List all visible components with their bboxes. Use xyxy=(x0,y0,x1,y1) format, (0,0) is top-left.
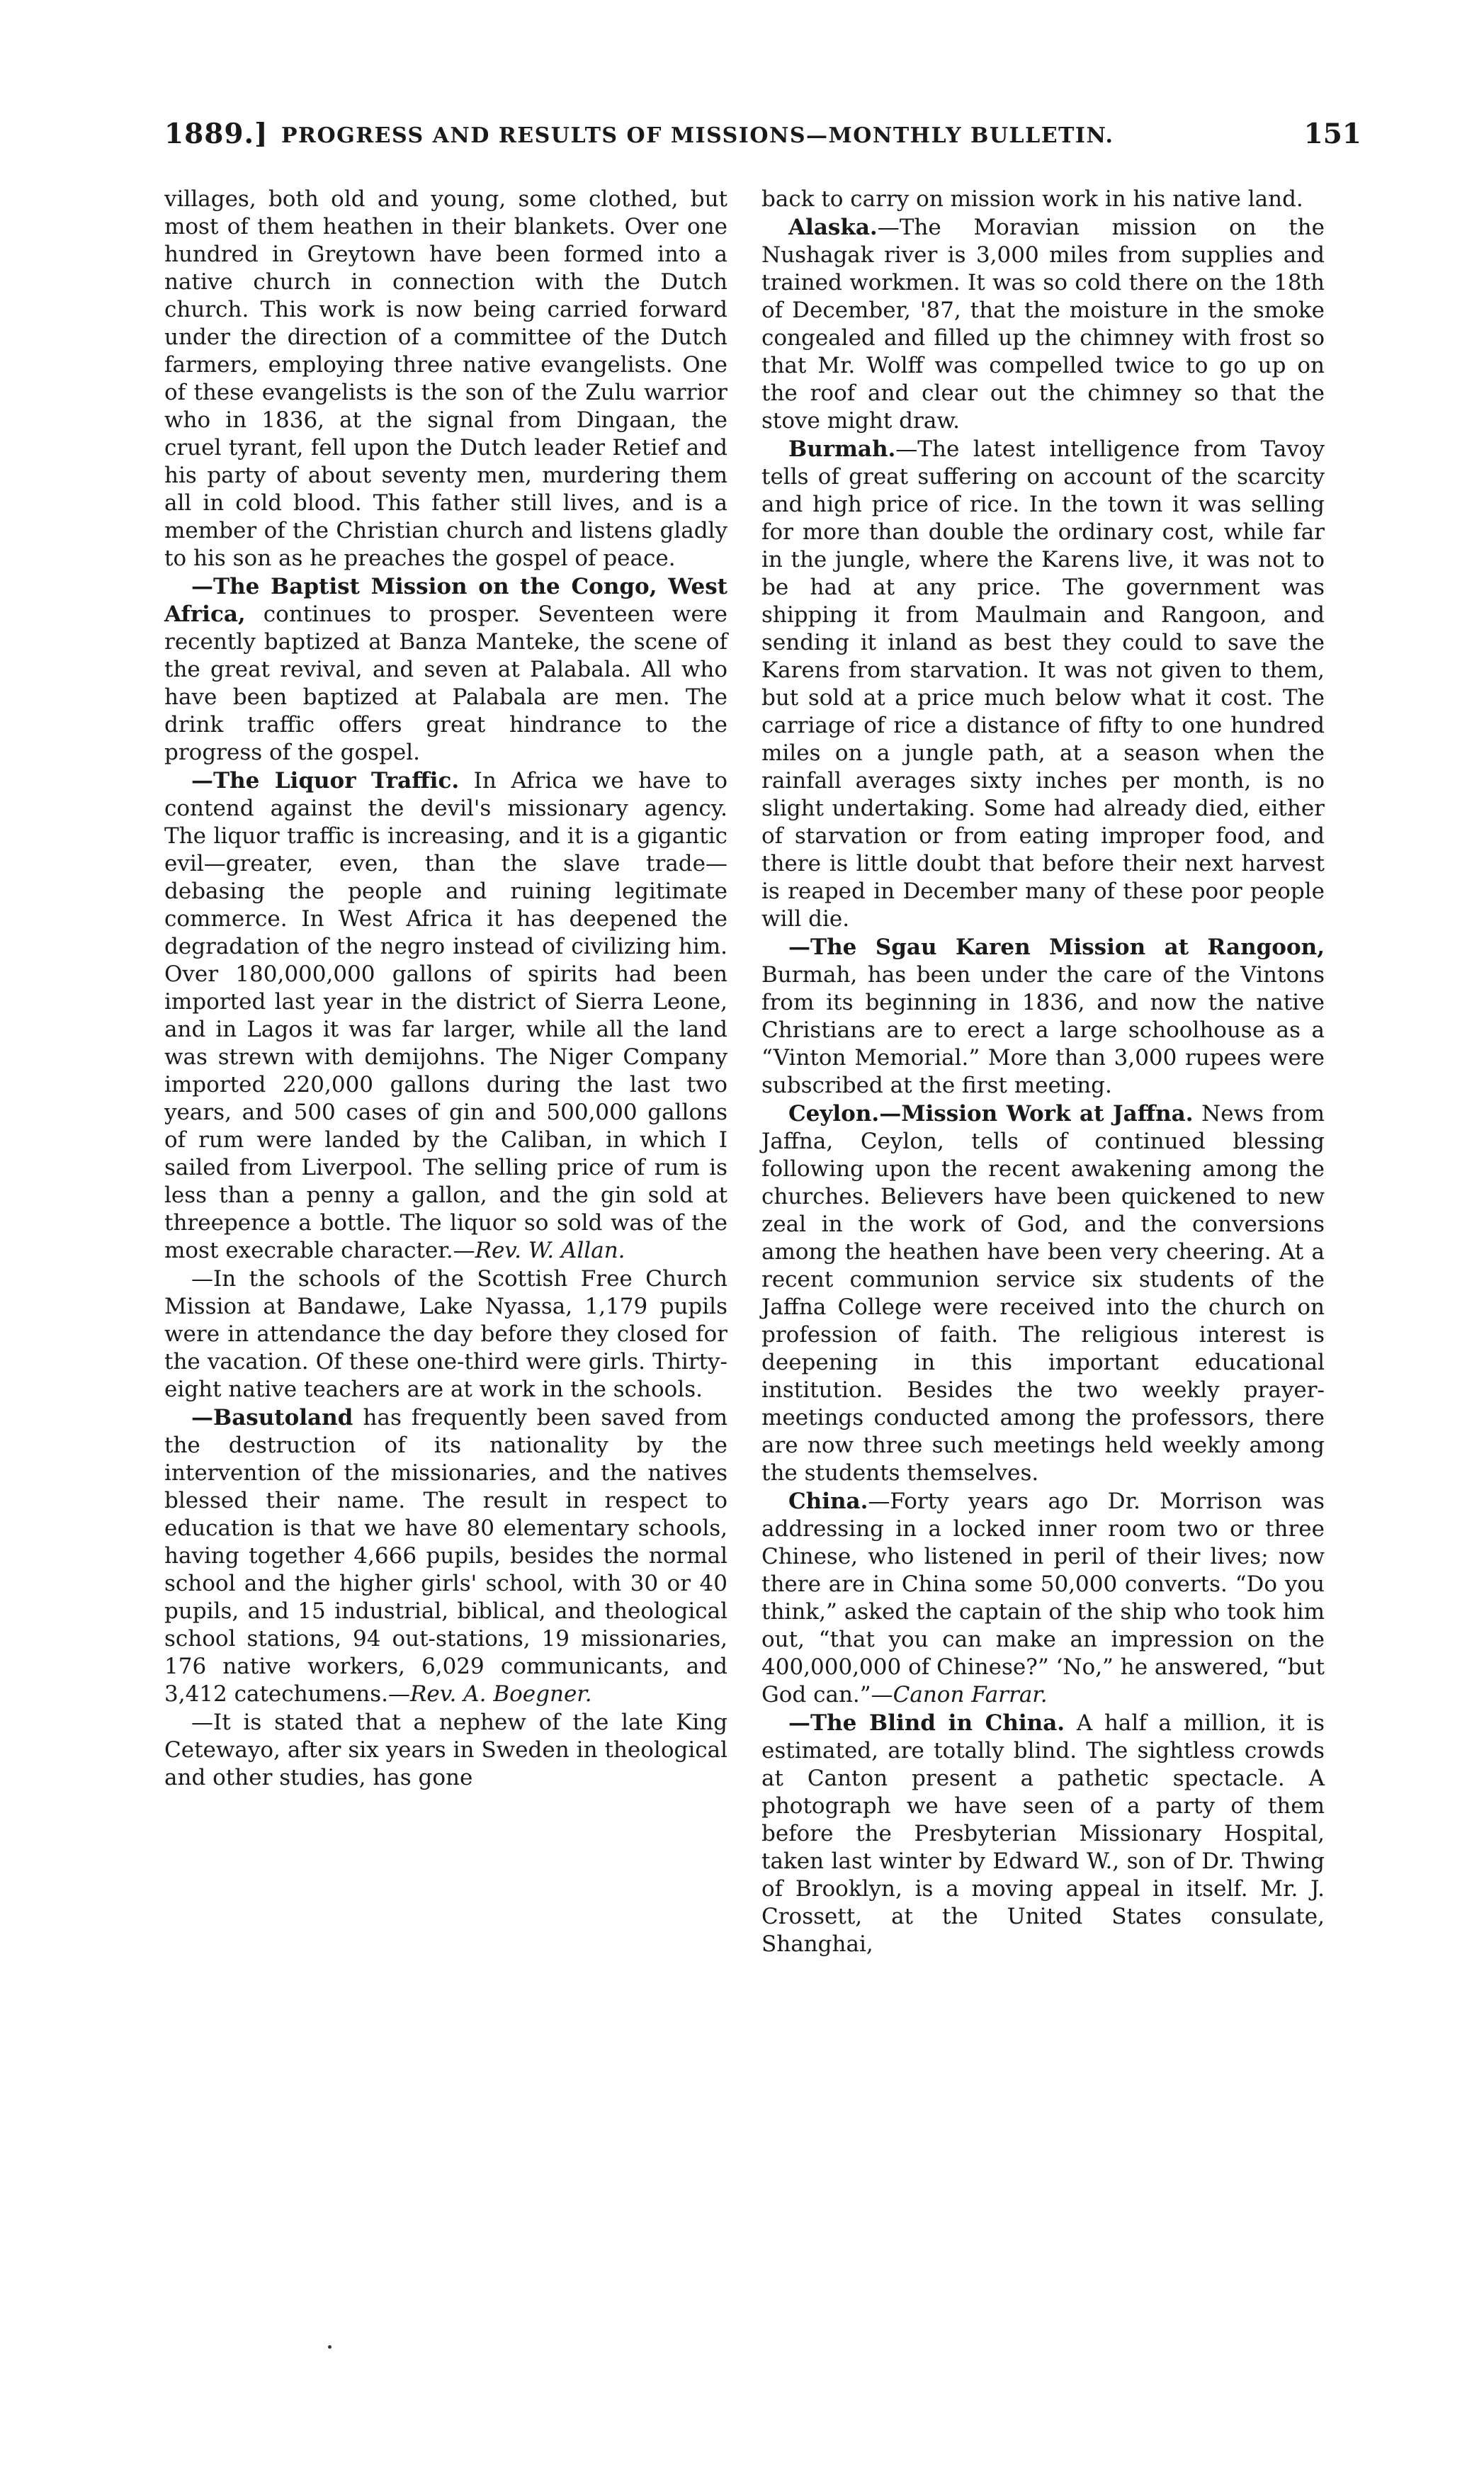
paragraph-lead: China. xyxy=(788,1489,868,1514)
paragraph-nyassa xyxy=(164,1265,727,1404)
paragraph-continued xyxy=(761,186,1325,213)
paragraph-text: villages, both old and young, some clothed, but most of them heathen in their blankets. Over one hundred in Greytown have been formed into a native church in connection with the Dutch church. This work is now being carried forward under the direction of a committee of the Dutch farmers, employing three native evangelists. One of these evangelists is the son of the Zulu warrior who in 1836, at the signal from Dingaan, the cruel tyrant, fell upon the Dutch leader Retief and his party of about seventy men, murdering them all in cold blood. This father still lives, and is a member of the Christian church and listens gladly to his son as he preaches the gospel of peace. xyxy=(164,186,727,571)
paragraph-signature: —Canon Farrar. xyxy=(871,1682,1048,1708)
paragraph-liquor-traffic xyxy=(164,767,727,1265)
paragraph-blind-in-china xyxy=(761,1710,1325,1958)
paragraph-text: continues to prosper. Seventeen were recently baptized at Banza Manteke, the scene of the great revival, and seven at Palabala. All who have been baptized at Palabala are men. The drink traffic offers great hindrance to the progress of the gospel. xyxy=(164,602,727,765)
paragraph-lead: —Basutoland xyxy=(191,1405,353,1430)
paragraph-text: News from Jaffna, Ceylon, tells of continued blessing following upon the recent awakening among the churches. Believers have been quickened to new zeal in the work of God, and the conversions among the heathen have been very cheering. At a recent communion service six students of the Jaffna College were received into the church on profession of faith. The religious interest is deepening in this important educational institution. Besides the two weekly prayer-meetings conducted among the professors, there are now three such meetings held weekly among the students themselves. xyxy=(761,1101,1325,1486)
right-column xyxy=(761,186,1325,1959)
paragraph-burmah xyxy=(761,436,1325,933)
paragraph-lead: Alaska. xyxy=(788,215,878,240)
paragraph-text: back to carry on mission work in his native land. xyxy=(761,186,1303,212)
page-header xyxy=(164,118,1361,167)
paragraph-text: —Forty years ago Dr. Morrison was addressing in a locked inner room two or three Chinese, who listened in peril of their lives; now there are in China some 50,000 converts. “Do you think,” asked the captain of the ship who took him out, “that you can make an impression on the 400,000,000 of Chinese?” ‘No,” he answered, “but God can.” xyxy=(761,1489,1325,1708)
paragraph-basutoland xyxy=(164,1404,727,1708)
paragraph-text: —In the schools of the Scottish Free Church Mission at Bandawe, Lake Nyassa, 1,179 pupils were in attendance the day before they closed for the vacation. Of these one-third were girls. Thirty-eight native teachers are at work in the schools. xyxy=(164,1266,727,1402)
paragraph-greytown xyxy=(164,186,727,572)
paragraph-text: A half a million, it is estimated, are totally blind. The sightless crowds at Canton present a pathetic spectacle. A photograph we have seen of a party of them before the Presbyterian Missionary Hospital, taken last winter by Edward W., son of Dr. Thwing of Brooklyn, is a moving appeal in itself. Mr. J. Crossett, at the United States consulate, Shanghai, xyxy=(761,1710,1325,1957)
paragraph-sublead: —Mission Work at Jaffna. xyxy=(879,1101,1194,1127)
paragraph-signature: —Rev. A. Boegner. xyxy=(388,1681,592,1707)
left-column xyxy=(164,186,727,1793)
paragraph-signature: —Rev. W. Allan. xyxy=(453,1238,625,1263)
paragraph-ceylon xyxy=(761,1100,1325,1487)
header-year: 1889.] xyxy=(164,118,268,150)
paragraph-text: In Africa we have to contend against the devil's missionary agency. The liquor traffic is increasing, and it is a gigantic evil—greater, even, than the slave trade—debasing the people and ruining legitimate commerce. In West Africa it has deepened the degradation of the negro instead of civilizing him. Over 180,000,000 gallons of spirits had been imported last year in the district of Sierra Leone, and in Lagos it was far larger, while all the land was strewn with demijohns. The Niger Company imported 220,000 gallons during the last two years, and 500 cases of gin and 500,000 gallons of rum were landed by the Caliban, in which I sailed from Liverpool. The selling price of rum is less than a penny a gallon, and the gin sold at threepence a bottle. The liquor so sold was of the most execrable character. xyxy=(164,768,727,1263)
paragraph-congo xyxy=(164,573,727,767)
running-title: PROGRESS AND RESULTS OF MISSIONS—MONTHLY BULLETIN. xyxy=(281,123,1114,148)
paragraph-china xyxy=(761,1488,1325,1709)
print-speck xyxy=(328,2345,332,2349)
paragraph-sgau-karen xyxy=(761,934,1325,1100)
paragraph-text: —It is stated that a nephew of the late King Cetewayo, after six years in Sweden in theological and other studies, has gone xyxy=(164,1710,727,1790)
paragraph-text: has frequently been saved from the destruction of its nationality by the intervention of the missionaries, and the natives blessed their name. The result in respect to education is that we have 80 elementary schools, having together 4,666 pupils, besides the normal school and the higher girls' school, with 30 or 40 pupils, and 15 industrial, biblical, and theological school stations, 94 out-stations, 19 missionaries, 176 native workers, 6,029 communicants, and 3,412 catechumens. xyxy=(164,1405,727,1707)
paragraph-text: —The latest intelligence from Tavoy tells of great suffering on account of the scarcity and high price of rice. In the town it was selling for more than double the ordinary cost, while far in the jungle, where the Karens live, it was not to be had at any price. The government was shipping it from Maulmain and Rangoon, and sending it inland as best they could to save the Karens from starvation. It was not given to them, but sold at a price much below what it cost. The carriage of rice a distance of fifty to one hundred miles on a jungle path, at a season when the rainfall averages sixty inches per month, is no slight undertaking. Some had already died, either of starvation or from eating improper food, and there is little doubt that before their next harvest is reaped in December many of these poor people will die. xyxy=(761,436,1325,932)
paragraph-lead: Burmah. xyxy=(788,436,896,462)
paragraph-lead: —The Liquor Traffic. xyxy=(191,768,460,794)
paragraph-cetewayo xyxy=(164,1709,727,1792)
paragraph-lead: —The Sgau Karen Mission at Rangoon, xyxy=(788,935,1325,960)
paragraph-lead: —The Baptist Mission on the Congo, West Africa, xyxy=(164,574,727,627)
paragraph-text: Burmah, has been under the care of the Vintons from its beginning in 1836, and now the native Christians are to erect a large schoolhouse as a “Vinton Memorial.” More than 3,000 rupees were subscribed at the first meeting. xyxy=(761,962,1325,1098)
paragraph-alaska xyxy=(761,214,1325,435)
paragraph-text: —The Moravian mission on the Nushagak river is 3,000 miles from supplies and trained workmen. It was so cold there on the 18th of December, '87, that the moisture in the smoke congealed and filled up the chimney with frost so that Mr. Wolff was compelled twice to go up on the roof and clear out the chimney so that the stove might draw. xyxy=(761,215,1325,434)
page-number: 151 xyxy=(1303,118,1361,150)
paragraph-lead: —The Blind in China. xyxy=(788,1710,1065,1736)
paragraph-lead: Ceylon. xyxy=(788,1101,880,1127)
